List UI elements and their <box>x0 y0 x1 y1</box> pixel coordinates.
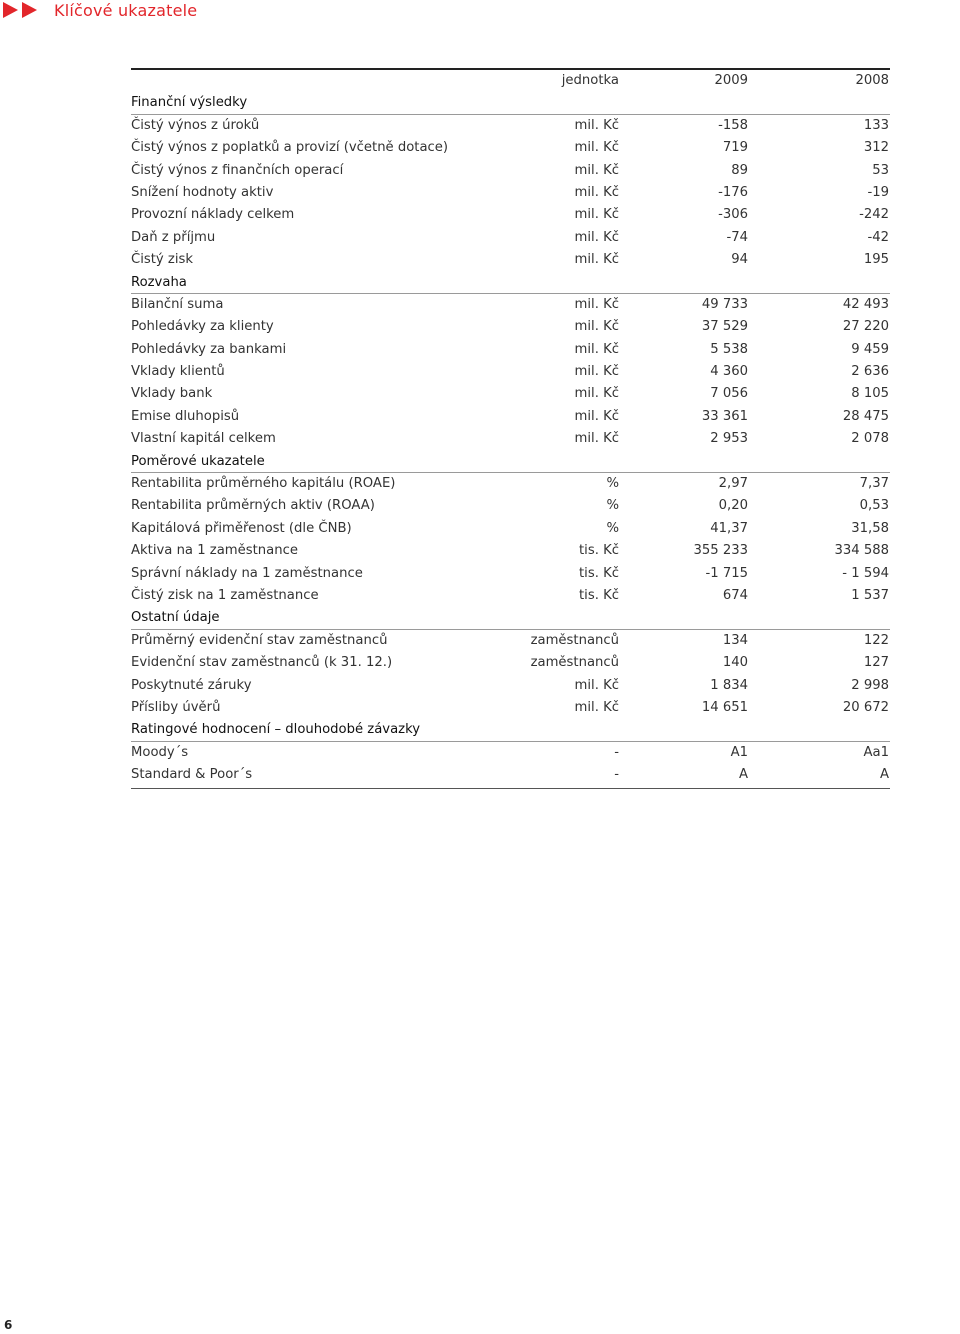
table-row <box>131 406 890 428</box>
value-2008: 334 588 <box>834 543 889 559</box>
value-2008: 42 493 <box>842 296 889 312</box>
section-title: Ratingové hodnocení – dlouhodobé závazky <box>131 722 421 738</box>
row-label: Rentabilita průměrného kapitálu (ROAE) <box>131 476 396 492</box>
section-title: Ostatní údaje <box>131 610 220 626</box>
section-heading <box>131 607 890 629</box>
value-2009: 37 529 <box>701 319 748 335</box>
value-2009: 140 <box>722 655 748 671</box>
row-label: Emise dluhopisů <box>131 408 240 424</box>
value-2008: A <box>879 767 889 783</box>
section-heading <box>131 272 890 294</box>
value-2008: 8 105 <box>851 386 889 402</box>
row-unit: % <box>606 476 619 492</box>
value-2008: 133 <box>863 117 889 133</box>
row-label: Čistý výnos z úroků <box>131 117 260 133</box>
row-label: Aktiva na 1 zaměstnance <box>131 543 298 559</box>
row-label: Standard & Poor´s <box>131 767 253 783</box>
page-title: Klíčové ukazatele <box>54 0 198 20</box>
value-2008: 7,37 <box>859 476 889 492</box>
value-2009: -74 <box>726 229 748 245</box>
row-label: Čistý výnos z poplatků a provizí (včetně dotace) <box>131 140 449 156</box>
table-row <box>131 361 890 383</box>
row-unit: % <box>606 498 619 514</box>
table-body <box>131 92 890 786</box>
row-label: Přísliby úvěrů <box>131 699 221 715</box>
table-row <box>131 383 890 405</box>
table-row <box>131 294 890 316</box>
row-label: Bilanční suma <box>131 296 224 312</box>
section-title: Rozvaha <box>131 274 187 290</box>
table-row <box>131 339 890 361</box>
row-label: Rentabilita průměrných aktiv (ROAA) <box>131 498 375 514</box>
table-row <box>131 316 890 338</box>
row-unit: mil. Kč <box>574 140 619 156</box>
value-2009: 674 <box>722 587 748 603</box>
value-2008: 9 459 <box>851 341 889 357</box>
table-row <box>131 563 890 585</box>
row-label: Průměrný evidenční stav zaměstnanců <box>131 632 388 648</box>
row-label: Provozní náklady celkem <box>131 207 295 223</box>
value-2009: 134 <box>722 632 748 648</box>
table-row <box>131 473 890 495</box>
row-unit: mil. Kč <box>574 296 619 312</box>
value-2008: Aa1 <box>863 744 889 760</box>
table-row <box>131 630 890 652</box>
value-2009: 89 <box>731 162 748 178</box>
table-row <box>131 675 890 697</box>
value-2008: 53 <box>872 162 889 178</box>
table-row <box>131 518 890 540</box>
table-row <box>131 428 890 450</box>
key-indicators-table <box>131 68 890 789</box>
row-label: Vklady bank <box>131 386 213 402</box>
value-2008: -19 <box>867 184 889 200</box>
row-unit: tis. Kč <box>579 565 619 581</box>
table-row <box>131 160 890 182</box>
value-2009: 94 <box>731 252 748 268</box>
row-label: Čistý zisk <box>131 252 194 268</box>
table-row <box>131 137 890 159</box>
section-title: Poměrové ukazatele <box>131 453 265 469</box>
row-label: Pohledávky za klienty <box>131 319 274 335</box>
value-2009: 33 361 <box>701 408 748 424</box>
value-2008: 0,53 <box>859 498 889 514</box>
value-2009: 1 834 <box>710 677 748 693</box>
value-2009: -176 <box>718 184 748 200</box>
value-2008: 312 <box>863 140 889 156</box>
table-row <box>131 697 890 719</box>
row-unit: tis. Kč <box>579 543 619 559</box>
row-unit: tis. Kč <box>579 587 619 603</box>
row-unit: % <box>606 520 619 536</box>
red-triangle-icon <box>22 2 37 18</box>
value-2008: 31,58 <box>851 520 889 536</box>
table-row <box>131 182 890 204</box>
value-2008: 2 636 <box>851 364 889 380</box>
value-2009: 0,20 <box>718 498 748 514</box>
row-label: Kapitálová přiměřenost (dle ČNB) <box>131 520 352 536</box>
row-unit: mil. Kč <box>574 677 619 693</box>
row-label: Vlastní kapitál celkem <box>131 431 276 447</box>
value-2009: 355 233 <box>693 543 748 559</box>
row-unit: mil. Kč <box>574 341 619 357</box>
row-unit: mil. Kč <box>574 386 619 402</box>
section-heading <box>131 92 890 114</box>
row-label: Evidenční stav zaměstnanců (k 31. 12.) <box>131 655 393 671</box>
value-2008: -242 <box>859 207 889 223</box>
value-2009: 41,37 <box>710 520 748 536</box>
row-label: Poskytnuté záruky <box>131 677 252 693</box>
value-2009: 2 953 <box>710 431 748 447</box>
value-2009: A1 <box>730 744 748 760</box>
row-unit: zaměstnanců <box>530 655 619 671</box>
value-2008: 2 998 <box>851 677 889 693</box>
row-label: Vklady klientů <box>131 364 225 380</box>
table-row <box>131 249 890 271</box>
value-2009: -158 <box>718 117 748 133</box>
table-row <box>131 764 890 786</box>
value-2009: A <box>738 767 748 783</box>
column-header-2009: 2009 <box>714 73 748 88</box>
table-row <box>131 115 890 137</box>
value-2008: -42 <box>867 229 889 245</box>
value-2009: 49 733 <box>701 296 748 312</box>
red-triangle-icon <box>3 2 18 18</box>
value-2008: - 1 594 <box>842 565 889 581</box>
table-row <box>131 540 890 562</box>
row-unit: mil. Kč <box>574 184 619 200</box>
section-heading <box>131 451 890 473</box>
value-2009: 7 056 <box>710 386 748 402</box>
table-row <box>131 495 890 517</box>
value-2008: 2 078 <box>851 431 889 447</box>
value-2009: 14 651 <box>701 699 748 715</box>
table-row <box>131 204 890 226</box>
row-label: Čistý výnos z finančních operací <box>131 162 344 178</box>
table-row <box>131 227 890 249</box>
row-unit: mil. Kč <box>574 162 619 178</box>
column-header-unit: jednotka <box>561 73 619 88</box>
row-unit: mil. Kč <box>574 319 619 335</box>
value-2009: 5 538 <box>710 341 748 357</box>
row-unit: - <box>614 767 619 783</box>
column-header-row <box>131 70 890 92</box>
row-label: Snížení hodnoty aktiv <box>131 184 274 200</box>
row-label: Moody´s <box>131 744 189 760</box>
value-2008: 20 672 <box>842 699 889 715</box>
value-2008: 28 475 <box>842 408 889 424</box>
row-unit: zaměstnanců <box>530 632 619 648</box>
section-heading <box>131 719 890 741</box>
value-2008: 127 <box>863 655 889 671</box>
value-2008: 195 <box>863 252 889 268</box>
value-2009: 4 360 <box>710 364 748 380</box>
value-2008: 122 <box>863 632 889 648</box>
row-unit: - <box>614 744 619 760</box>
value-2009: -1 715 <box>705 565 748 581</box>
row-label: Čistý zisk na 1 zaměstnance <box>131 587 319 603</box>
page-number: 6 <box>4 1318 13 1332</box>
row-unit: mil. Kč <box>574 252 619 268</box>
value-2009: 719 <box>722 140 748 156</box>
row-unit: mil. Kč <box>574 207 619 223</box>
row-label: Správní náklady na 1 zaměstnance <box>131 565 363 581</box>
row-label: Pohledávky za bankami <box>131 341 287 357</box>
row-unit: mil. Kč <box>574 431 619 447</box>
section-title: Finanční výsledky <box>131 95 248 111</box>
row-unit: mil. Kč <box>574 364 619 380</box>
value-2008: 1 537 <box>851 587 889 603</box>
table-bottom-rule <box>131 788 890 789</box>
row-unit: mil. Kč <box>574 408 619 424</box>
row-unit: mil. Kč <box>574 229 619 245</box>
value-2008: 27 220 <box>842 319 889 335</box>
value-2009: 2,97 <box>718 476 748 492</box>
table-row <box>131 652 890 674</box>
table-row <box>131 742 890 764</box>
row-unit: mil. Kč <box>574 699 619 715</box>
value-2009: -306 <box>718 207 748 223</box>
row-label: Daň z příjmu <box>131 229 216 245</box>
column-header-2008: 2008 <box>855 73 889 88</box>
row-unit: mil. Kč <box>574 117 619 133</box>
page-header <box>0 0 197 20</box>
table-row <box>131 585 890 607</box>
